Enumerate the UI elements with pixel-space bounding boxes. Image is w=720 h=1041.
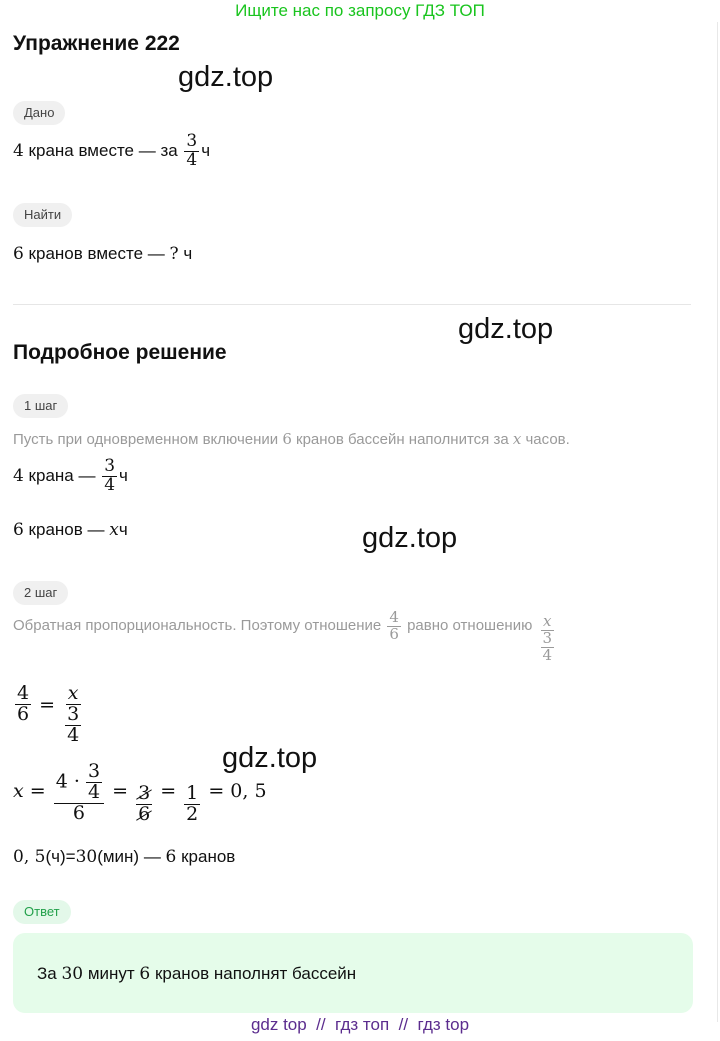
eq1-left-fraction xyxy=(15,684,31,725)
find-badge: Найти xyxy=(13,203,72,227)
solution-title: Подробное решение xyxy=(13,341,227,364)
footer-links[interactable]: gdz top // гдз топ // гдз top xyxy=(250,1015,470,1034)
given-den: 4 xyxy=(186,149,198,170)
equation-1 xyxy=(13,684,85,746)
f1-den: 6 xyxy=(389,624,399,643)
conv-c: 30 xyxy=(75,847,98,867)
eq2-result: 0, 5 xyxy=(230,780,267,802)
given-text: крана вместе — за xyxy=(23,140,183,160)
watermark: gdz.top xyxy=(362,522,458,554)
eq2-equals-4: = xyxy=(208,780,225,802)
conv-b: (ч)= xyxy=(45,847,76,866)
given-section xyxy=(13,101,65,125)
step-1-row-1 xyxy=(13,458,128,495)
answer-text xyxy=(37,964,356,984)
step-2-fraction-a xyxy=(387,610,401,643)
row-1-num: 3 xyxy=(104,456,116,476)
eq1-den: 6 xyxy=(17,702,30,725)
given-num: 3 xyxy=(186,131,198,151)
step-1-explanation xyxy=(13,430,570,448)
f2-num: x xyxy=(543,612,552,631)
f2-inner-fraction xyxy=(539,628,557,664)
row-1-text: крана — xyxy=(23,465,101,485)
answer-n1: 30 xyxy=(61,964,84,984)
given-fraction xyxy=(184,133,199,170)
f2-den-den: 4 xyxy=(542,645,553,664)
step-1-text-a: Пусть при одновременном включении xyxy=(13,431,283,448)
find-statement xyxy=(13,243,192,265)
f1-num: 4 xyxy=(389,608,399,626)
equation-2 xyxy=(13,762,267,825)
eq2-equals-3: = xyxy=(160,780,177,802)
step-2-text-b: равно отношению xyxy=(402,617,537,635)
answer-section xyxy=(13,900,71,924)
row-2-text: кранов — xyxy=(23,520,110,539)
row-1-fraction xyxy=(102,458,117,495)
eq1-rden-den: 4 xyxy=(67,723,80,746)
page-title: Упражнение 222 xyxy=(13,32,180,55)
row-1-prefix: 4 xyxy=(13,465,24,486)
watermark: gdz.top xyxy=(458,313,554,345)
row-1-den: 4 xyxy=(104,474,116,495)
row-2-prefix: 6 xyxy=(13,520,24,540)
step-2-fraction-b xyxy=(539,614,557,663)
given-prefix: 4 xyxy=(13,140,24,161)
eq2-big-fraction xyxy=(54,762,104,824)
conv-a: 0, 5 xyxy=(13,847,46,867)
eq2-f3 xyxy=(184,784,200,825)
answer-badge: Ответ xyxy=(13,900,71,924)
find-section xyxy=(13,203,72,227)
answer-text-b: минут xyxy=(83,964,140,983)
step-2 xyxy=(13,581,68,605)
scrollbar-track xyxy=(717,22,718,1022)
eq2-b-fraction xyxy=(86,762,102,803)
eq2-f2-num: 3 xyxy=(138,782,151,804)
eq2-f3-den: 2 xyxy=(186,802,199,825)
eq2-b-den: 4 xyxy=(87,780,101,803)
step-1-n: 6 xyxy=(282,430,292,448)
given-statement xyxy=(13,133,210,170)
step-1 xyxy=(13,394,68,418)
step-2-text-a: Обратная пропорциональность. Поэтому отношение xyxy=(13,617,386,635)
find-prefix: 6 xyxy=(13,244,24,264)
eq1-rnum: x xyxy=(67,682,79,704)
watermark: gdz.top xyxy=(222,742,318,774)
step-1-badge: 1 шаг xyxy=(13,394,68,418)
conversion xyxy=(13,846,235,868)
given-unit: ч xyxy=(201,140,211,160)
section-divider xyxy=(13,304,691,305)
answer-n2: 6 xyxy=(139,964,151,984)
eq1-num: 4 xyxy=(17,682,30,704)
search-banner[interactable]: Ищите нас по запросу ГДЗ ТОП xyxy=(235,1,485,20)
conv-d: (мин) — xyxy=(97,847,166,866)
step-2-badge: 2 шаг xyxy=(13,581,68,605)
eq2-f3-num: 1 xyxy=(186,782,199,804)
eq2-den: 6 xyxy=(72,801,85,824)
row-1-unit: ч xyxy=(119,465,128,485)
eq1-inner-fraction xyxy=(63,702,83,746)
answer-text-c: кранов наполнят бассейн xyxy=(150,964,357,983)
conv-f: кранов xyxy=(176,847,236,866)
find-unit: ч xyxy=(178,244,193,263)
find-text: кранов вместе — xyxy=(23,244,170,263)
step-1-var: x xyxy=(512,430,522,448)
step-1-text-b: кранов бассейн наполнится за xyxy=(291,431,513,448)
given-badge: Дано xyxy=(13,101,65,125)
eq1-equals: = xyxy=(39,694,56,716)
step-1-row-2 xyxy=(13,519,128,541)
eq2-f2 xyxy=(136,784,152,825)
eq1-rden-num: 3 xyxy=(67,702,80,725)
step-1-text-c: часов. xyxy=(521,431,570,448)
f2-den-num: 3 xyxy=(542,628,553,647)
eq2-f2-den: 6 xyxy=(138,802,151,825)
conv-e: 6 xyxy=(165,847,177,867)
eq2-lhs: x xyxy=(13,780,24,802)
eq2-a: 4 · xyxy=(55,770,80,793)
row-2-unit: ч xyxy=(118,520,128,539)
eq2-equals-1: = xyxy=(29,780,46,802)
step-2-explanation xyxy=(13,610,558,663)
eq2-numerator xyxy=(54,762,104,804)
answer-text-a: За xyxy=(37,964,62,983)
eq1-right-fraction xyxy=(63,684,83,746)
watermark: gdz.top xyxy=(178,61,274,93)
find-question: ? xyxy=(169,244,179,264)
eq2-b-num: 3 xyxy=(87,760,101,782)
row-2-var: x xyxy=(109,520,119,540)
eq2-equals-2: = xyxy=(112,780,129,802)
